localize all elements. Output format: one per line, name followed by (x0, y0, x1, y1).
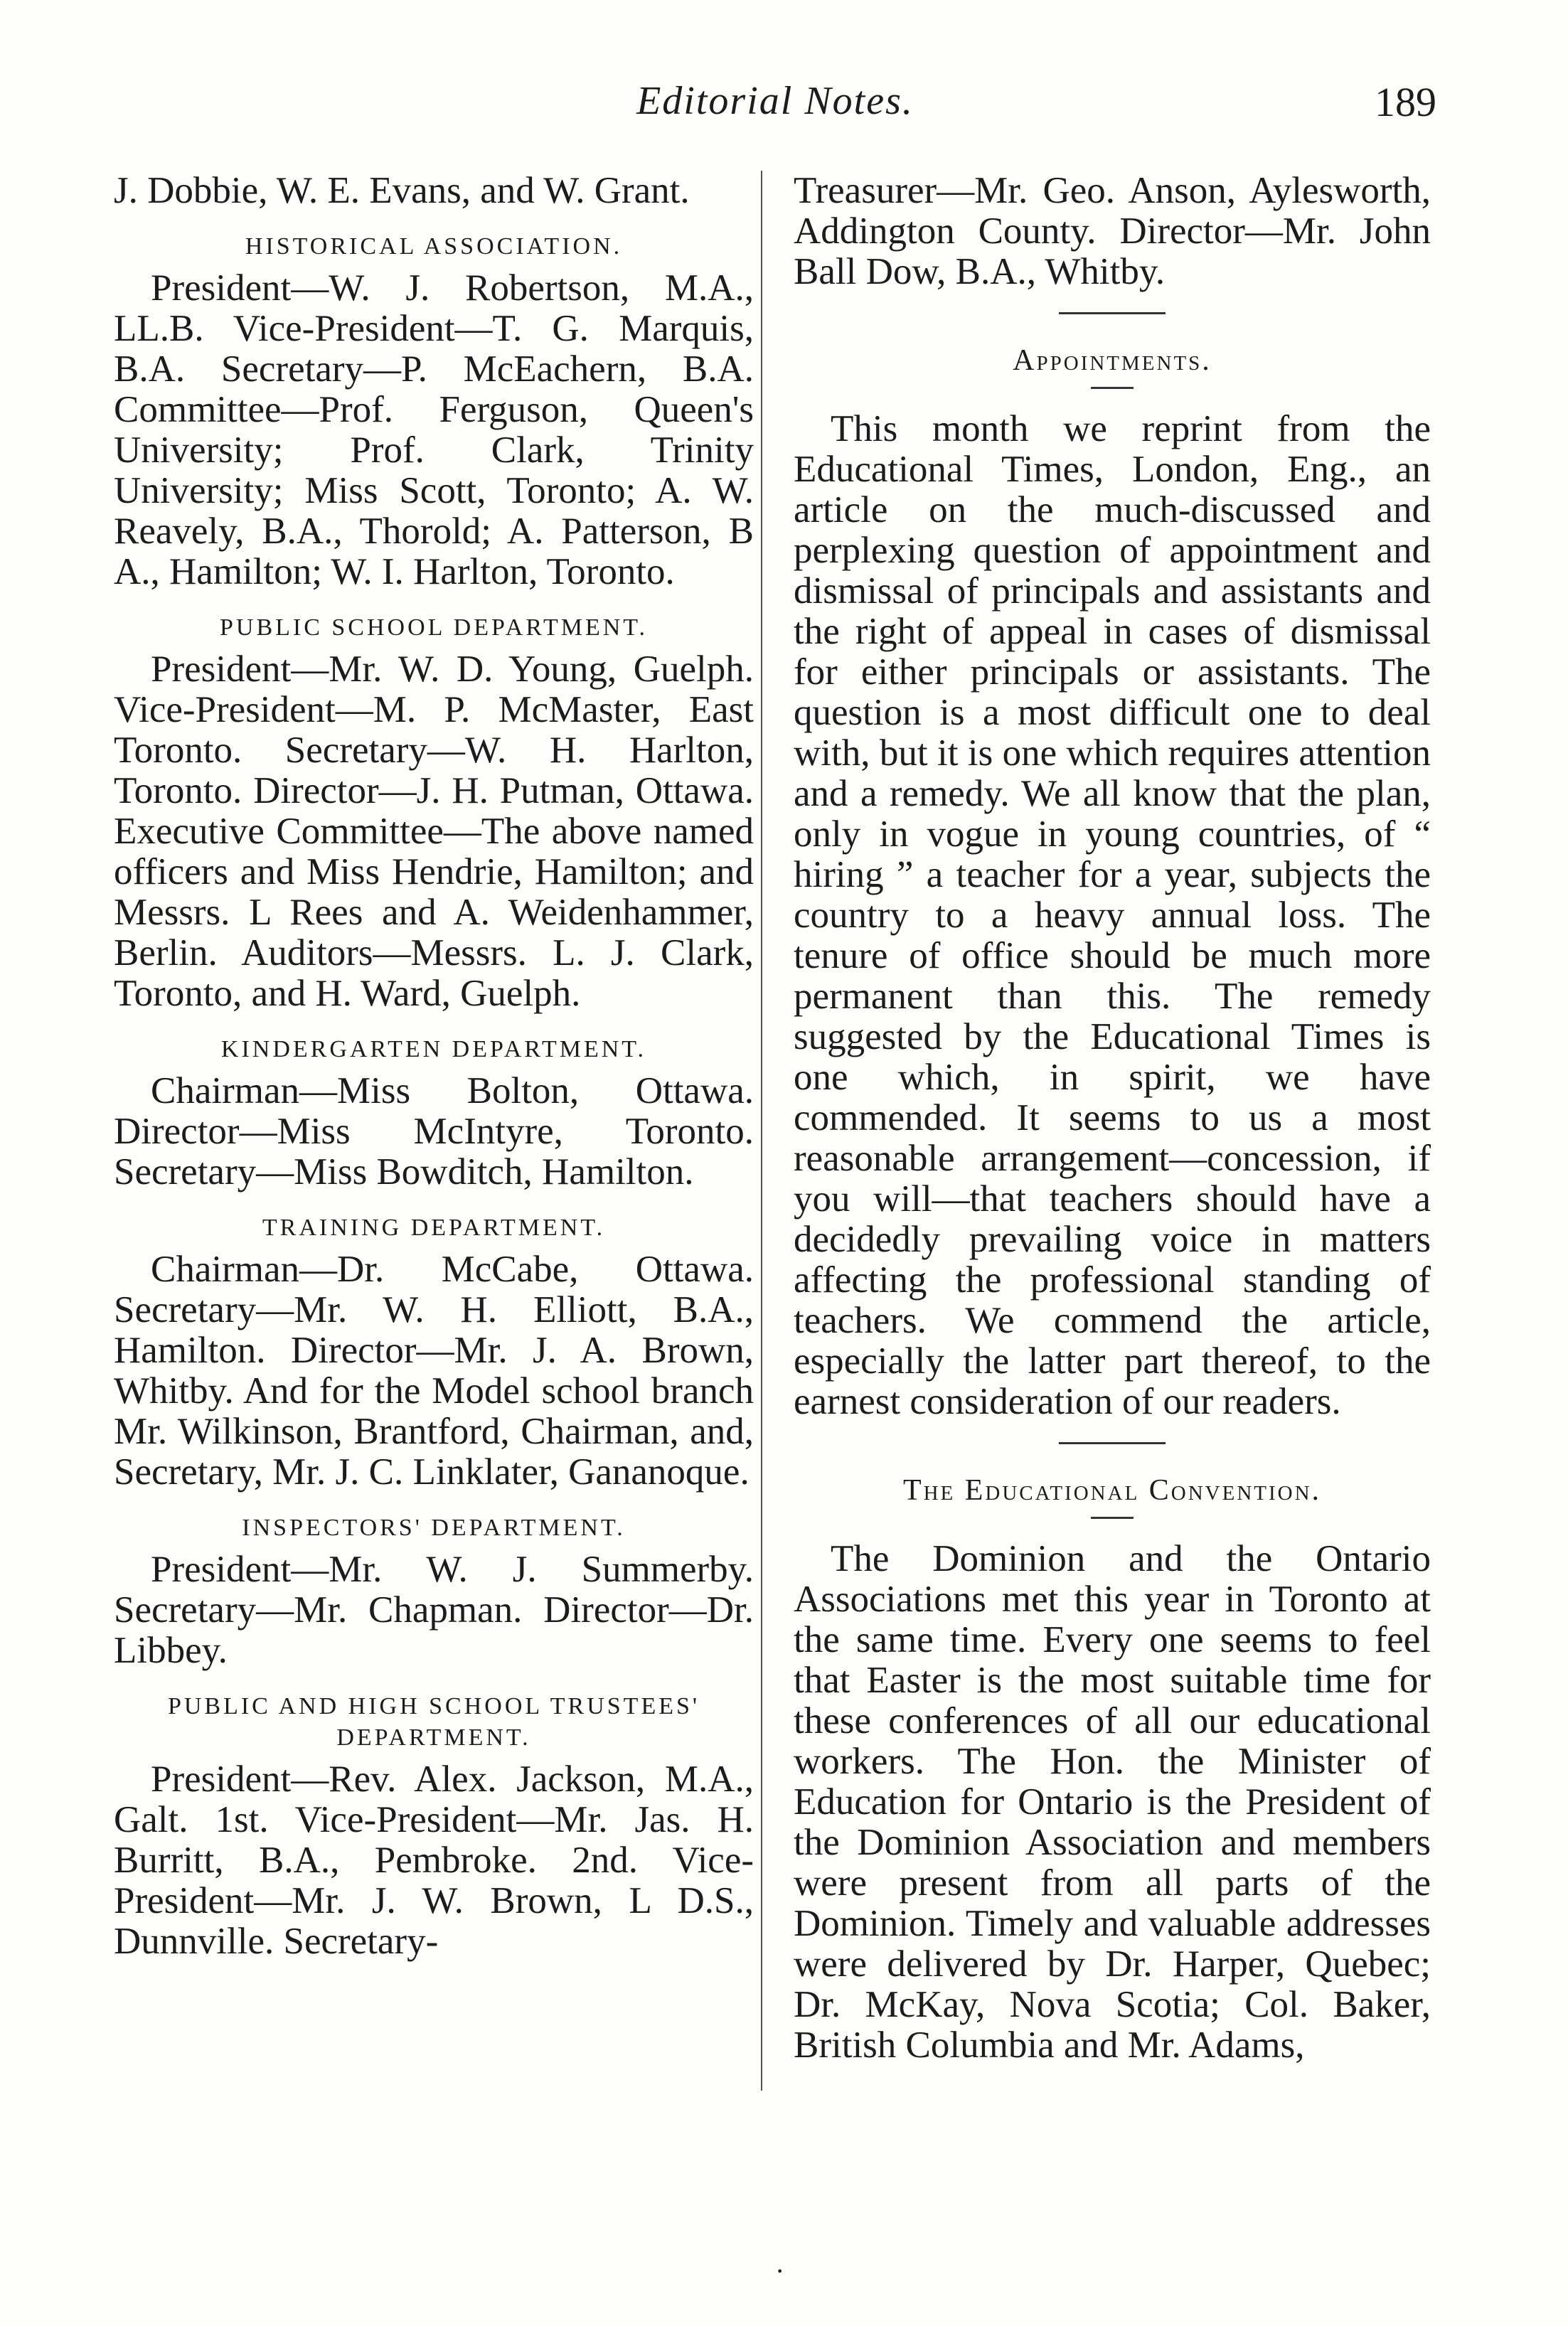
footer-mark: · (775, 2255, 785, 2287)
running-head (114, 78, 1436, 142)
convention-text: The Dominion and the Ontario Associations met this year in Toronto at the same time. Every one seems to feel that Easter is the most suitable time for these conferences of all our educational workers. The Hon. the Minister of Education for Ontario is the President of the Dominion Association and members were present from all parts of the Dominion. Timely and valuable addresses were delivered by Dr. Harper, Quebec; Dr. McKay, Nova Scotia; Col. Baker, British Columbia and Mr. Adams, (794, 1538, 1431, 2066)
section-rule (1059, 1442, 1166, 1444)
heading-rule (1091, 387, 1134, 389)
column-divider (761, 171, 762, 2091)
training-heading: TRAINING DEPARTMENT. (262, 1215, 606, 1241)
training-text: Chairman—Dr. McCabe, Ottawa. Secretary—Mr. W. H. Elliott, B.A., Hamilton. Director—Mr. J. A. Brown, Whitby. And for the Model school branch Mr. Wilkinson, Brantford, Chairman, and, Secretary, Mr. J. C. Linklater, Gananoque. (114, 1249, 754, 1493)
historical-association-heading: HISTORICAL ASSOCIATION. (245, 233, 623, 260)
appointments-heading: Appointments. (1013, 344, 1212, 377)
historical-association-text: President—W. J. Robertson, M.A., LL.B. Vice-President—T. G. Marquis, B.A. Secretary—P. McEachern, B.A. Committee—Prof. Ferguson, Queen's University; Prof. Clark, Trinity University; Miss Scott, Toronto; A. W. Reavely, B.A., Thorold; A. Patterson, B A., Hamilton; W. I. Harlton, Toronto. (114, 267, 754, 592)
kindergarten-heading: KINDERGARTEN DEPARTMENT. (220, 1036, 647, 1062)
section-rule (1059, 312, 1166, 314)
trustees-text: President—Rev. Alex. Jackson, M.A., Galt. 1st. Vice-President—Mr. Jas. H. Burritt, B.A., Pembroke. 2nd. Vice-President—Mr. J. W. Brown, L D.S., Dunnville. Secretary- (114, 1759, 754, 1962)
public-school-heading: PUBLIC SCHOOL DEPARTMENT. (219, 614, 649, 641)
public-school-text: President—Mr. W. D. Young, Guelph. Vice-President—M. P. McMaster, East Toronto. Secretary—W. H. Harlton, Toronto. Director—J. H. Putman, Ottawa. Executive Committee—The above named officers and Miss Hendrie, Hamilton; and Messrs. L Rees and A. Weidenhammer, Berlin. Auditors—Messrs. L. J. Clark, Toronto, and H. Ward, Guelph. (114, 649, 754, 1014)
convention-heading: The Educational Convention. (902, 1474, 1322, 1507)
intro-paragraph: J. Dobbie, W. E. Evans, and W. Grant. (114, 170, 690, 211)
heading-rule (1091, 1517, 1134, 1519)
inspectors-heading: INSPECTORS' DEPARTMENT. (242, 1515, 626, 1541)
page-number: 189 (1375, 79, 1436, 125)
running-title: Editorial Notes. (636, 79, 914, 123)
right-column (794, 171, 1431, 2066)
kindergarten-text: Chairman—Miss Bolton, Ottawa. Director—Miss McIntyre, Toronto. Secretary—Miss Bowditch, Hamilton. (114, 1070, 754, 1193)
trustees-heading: PUBLIC AND HIGH SCHOOL TRUSTEES' DEPARTMENT. (167, 1693, 700, 1751)
continuation-paragraph: Treasurer—Mr. Geo. Anson, Aylesworth, Addington County. Director—Mr. John Ball Dow, B.A., Whitby. (794, 170, 1431, 292)
inspectors-text: President—Mr. W. J. Summerby. Secretary—Mr. Chapman. Director—Dr. Libbey. (114, 1549, 754, 1671)
left-column (114, 171, 754, 1962)
appointments-text: This month we reprint from the Educational Times, London, Eng., an article on the much-discussed and perplexing question of appointment and dismissal of principals and assistants and the right of appeal in cases of dismissal for either principals or assistants. The question is a most difficult one to deal with, but it is one which requires attention and a remedy. We all know that the plan, only in vogue in young countries, of “ hiring ” a teacher for a year, subjects the country to a heavy annual loss. The tenure of office should be much more permanent than this. The remedy suggested by the Educational Times is one which, in spirit, we have commended. It seems to us a most reasonable arrangement—concession, if you will—that teachers should have a decidedly prevailing voice in matters affecting the professional standing of teachers. We commend the article, especially the latter part thereof, to the earnest consideration of our readers. (794, 408, 1431, 1422)
